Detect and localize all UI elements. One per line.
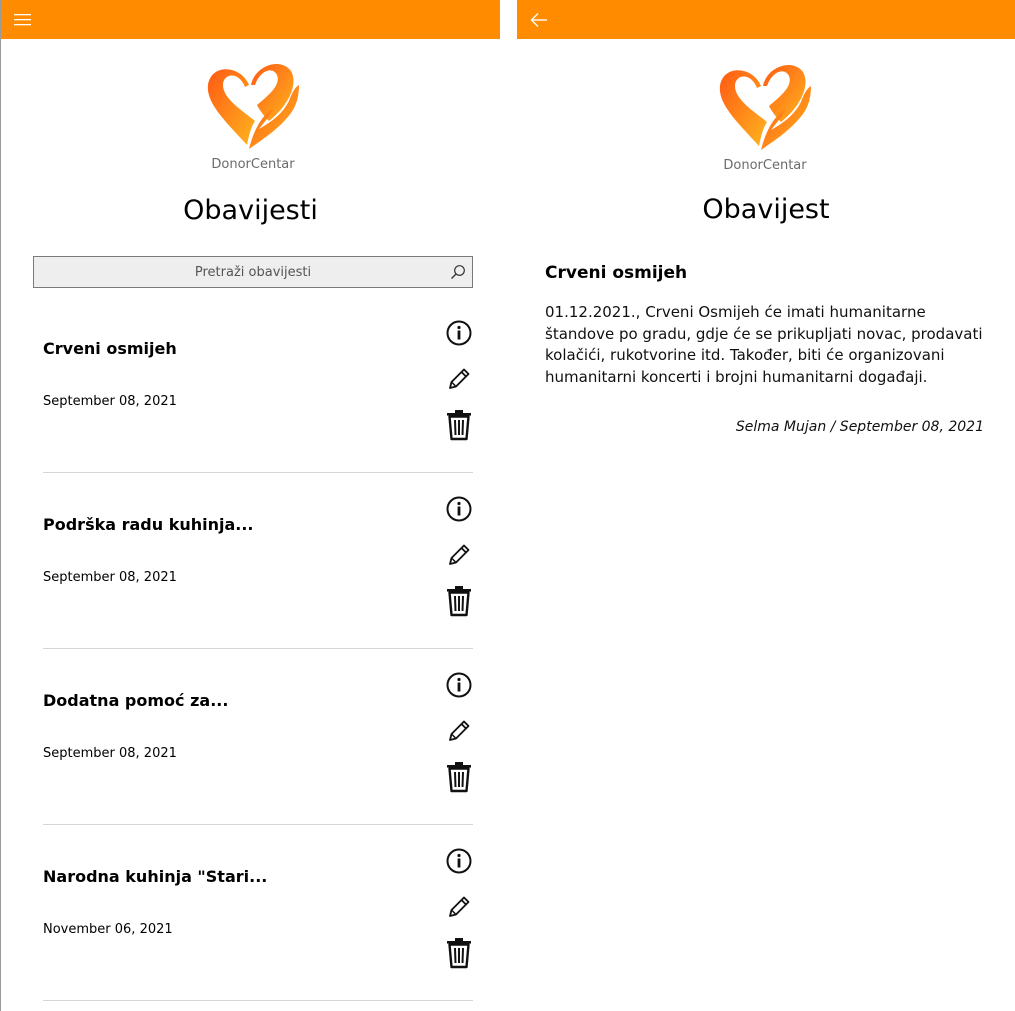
trash-icon <box>446 937 472 969</box>
notice-list-item[interactable] <box>43 665 473 841</box>
divider <box>43 1000 473 1001</box>
notice-date: November 06, 2021 <box>43 922 173 937</box>
app-bar <box>1 0 500 39</box>
divider <box>43 472 473 473</box>
trash-icon <box>446 409 472 441</box>
hamburger-icon <box>14 13 32 27</box>
pencil-icon <box>446 542 472 568</box>
notice-title: Crveni osmijeh <box>43 339 177 358</box>
notice-body: 01.12.2021., Crveni Osmijeh će imati humanitarne štandove po gradu, gdje će se prikupljati novac, prodavati kolačići, rukotvorine itd. Također, biti će organizovani humanitarni koncerti i brojni humanitarni događaji. <box>545 303 983 386</box>
info-button[interactable] <box>444 845 474 877</box>
edit-button[interactable] <box>444 363 474 395</box>
divider <box>43 824 473 825</box>
notice-date: September 08, 2021 <box>43 394 177 409</box>
notice-date: September 08, 2021 <box>43 746 177 761</box>
info-icon <box>446 672 472 698</box>
page-title: Obavijest <box>702 194 830 225</box>
pane-gap <box>500 0 517 1011</box>
notice-title: Narodna kuhinja "Stari... <box>43 867 268 886</box>
notice-list-item[interactable] <box>43 313 473 489</box>
notice-list-item[interactable] <box>43 489 473 665</box>
back-button[interactable] <box>525 6 553 34</box>
notice-title: Dodatna pomoć za... <box>43 691 229 710</box>
divider <box>43 648 473 649</box>
search-box <box>33 256 473 288</box>
info-icon <box>446 496 472 522</box>
delete-button[interactable] <box>444 761 474 793</box>
hamburger-menu-button[interactable] <box>9 6 37 34</box>
edit-button[interactable] <box>444 539 474 571</box>
info-icon <box>446 848 472 874</box>
info-icon <box>446 320 472 346</box>
search-input[interactable] <box>34 257 472 287</box>
page-title: Obavijesti <box>183 195 318 226</box>
info-button[interactable] <box>444 669 474 701</box>
info-button[interactable] <box>444 317 474 349</box>
brand-name: DonorCentar <box>723 158 807 173</box>
app-bar <box>517 0 1015 39</box>
notice-title: Podrška radu kuhinja... <box>43 515 254 534</box>
edit-button[interactable] <box>444 891 474 923</box>
edit-button[interactable] <box>444 715 474 747</box>
notice-title: Crveni osmijeh <box>545 263 688 283</box>
back-arrow-icon <box>530 12 548 28</box>
pencil-icon <box>446 718 472 744</box>
notices-list-pane <box>0 0 500 1011</box>
search-icon[interactable] <box>450 264 466 284</box>
info-button[interactable] <box>444 493 474 525</box>
notice-date: September 08, 2021 <box>43 570 177 585</box>
trash-icon <box>446 585 472 617</box>
pencil-icon <box>446 366 472 392</box>
notice-author-date: Selma Mujan / September 08, 2021 <box>735 419 984 435</box>
pencil-icon <box>446 894 472 920</box>
donorcentar-logo <box>715 56 815 152</box>
delete-button[interactable] <box>444 585 474 617</box>
delete-button[interactable] <box>444 409 474 441</box>
notice-list-item[interactable] <box>43 841 473 1011</box>
delete-button[interactable] <box>444 937 474 969</box>
brand-name: DonorCentar <box>211 157 295 172</box>
donorcentar-logo <box>203 55 303 151</box>
notice-detail-pane <box>517 0 1015 1011</box>
trash-icon <box>446 761 472 793</box>
